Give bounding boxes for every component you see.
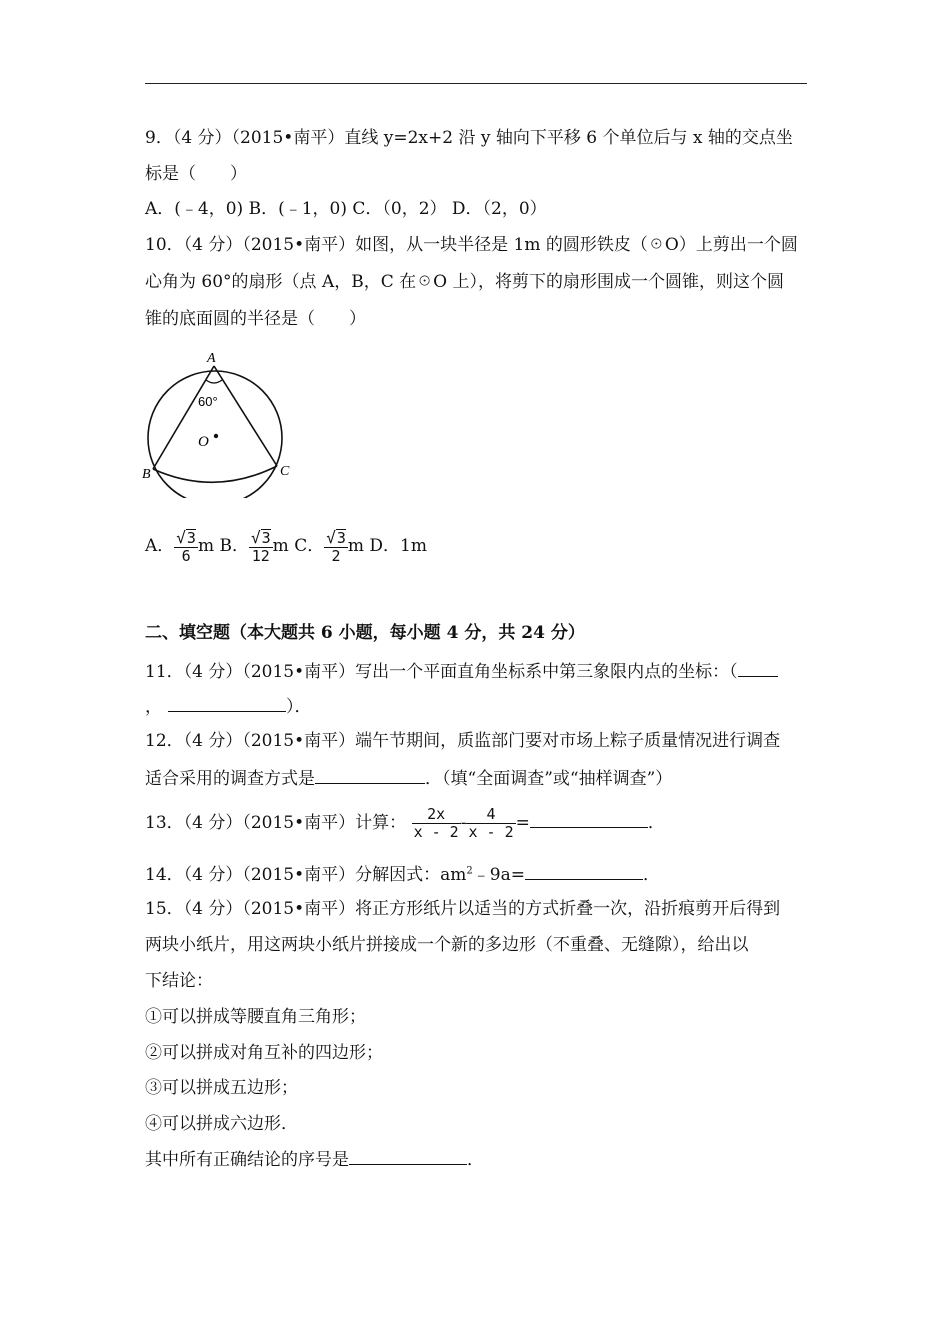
option-c-unit: m [347,536,364,556]
q13-frac2-denominator: x - 2 [468,823,514,841]
q14-answer-blank[interactable] [525,861,643,880]
header-rule [145,83,807,84]
q11-text: 11．（4 分）（2015•南平）写出一个平面直角坐标系中第三象限内点的坐标：（ [145,662,738,682]
q9-options: A．(﹣4，0) B．(﹣1，0) C．（0，2） D．（2，0） [145,199,547,219]
q13-frac1-denominator: x - 2 [413,823,459,841]
q15-last-text: 其中所有正确结论的序号是 [145,1150,349,1170]
label-a: A [207,351,216,366]
q12-line2 [145,765,672,791]
segment-ab [153,366,214,469]
q15-item2: ②可以拼成对角互补的四边形； [145,1043,383,1063]
option-c-fraction: $\frac{√3}{2}$ [326,527,346,565]
q15-last [145,1146,484,1172]
option-a-denominator: 6 [181,546,191,565]
q14-end: ． [642,865,660,885]
q10-line2: 心角为 60°的扇形（点 A，B，C 在☉O 上），将剪下的扇形围成一个圆锥，则这个圆 [145,272,784,292]
option-b-fraction: $\frac{√3}{12}$ [250,527,271,565]
q11-answer-blank-y[interactable] [168,693,286,712]
q12-text: 适合采用的调查方式是 [145,769,315,789]
q10-circle-figure [140,350,300,498]
q15-end: ． [467,1150,484,1170]
q10-options [145,528,427,565]
q14-text: 14．（4 分）（2015•南平）分解因式：am [145,865,467,885]
option-a-fraction: $\frac{√3}{6}$ [176,527,196,565]
option-a-unit: m [197,536,215,556]
q11-end: ）． [286,697,312,717]
q13-frac2-numerator: 4 [466,806,515,824]
center-dot [214,434,218,438]
q13-end: ． [647,813,665,833]
arc-bc [153,466,277,482]
option-c-denominator: 2 [331,546,341,565]
q15-line3: 下结论： [145,971,213,991]
q11-line1 [145,658,778,684]
q15-answer-blank[interactable] [349,1146,467,1165]
q13-line [145,803,665,843]
q9-line1: 9．（4 分）（2015•南平）直线 y=2x+2 沿 y 轴向下平移 6 个单位后与 x 轴的交点坐 [145,128,793,148]
q9-line2: 标是（ ） [145,164,247,184]
q14-rest: ﹣9a= [472,865,525,885]
q15-item3: ③可以拼成五边形； [145,1078,298,1098]
q15-item4: ④可以拼成六边形． [145,1114,298,1134]
label-c: C [280,464,290,479]
q13-frac1-numerator: 2x [412,806,461,824]
q14-exponent: 2 [466,865,473,877]
q10-line3: 锥的底面圆的半径是（ ） [145,309,366,329]
q11-comma: ， [145,697,162,717]
label-b: B [142,467,151,482]
q12-answer-blank[interactable] [315,765,425,784]
q12-end: ．（填“全面调查”或“抽样调查”） [425,769,673,789]
q13-answer-blank[interactable] [530,809,648,828]
option-a-label: A． [145,536,175,556]
q15-line2: 两块小纸片，用这两块小纸片拼接成一个新的多边形（不重叠、无缝隙），给出以 [145,935,749,955]
q13-fraction-1 [412,806,461,841]
option-b-denominator: 12 [251,546,270,565]
option-a-radicand: 3 [186,528,196,547]
option-b-radicand: 3 [261,528,271,547]
option-d: D．1m [369,536,427,556]
label-o: O [198,434,209,450]
q11-line2 [145,693,312,719]
angle-arc [206,380,222,383]
q13-minus: - [460,813,467,833]
q15-item1: ①可以拼成等腰直角三角形； [145,1007,366,1027]
q15-line1: 15．（4 分）（2015•南平）将正方形纸片以适当的方式折叠一次，沿折痕剪开后得到 [145,899,781,919]
q11-answer-blank-x[interactable] [738,658,778,677]
q13-text: 13．（4 分）（2015•南平）计算： [145,813,407,833]
q10-line1: 10．（4 分）（2015•南平）如图，从一块半径是 1m 的圆形铁皮（☉O）上剪出一个圆 [145,235,798,255]
segment-ac [214,366,277,466]
option-b-label: B． [219,536,249,556]
q13-fraction-2 [466,806,515,841]
option-c-radicand: 3 [336,528,346,547]
label-angle: 60° [198,394,218,409]
option-c-label: C． [294,536,325,556]
option-b-unit: m [272,536,289,556]
section2-heading: 二、填空题（本大题共 6 小题，每小题 4 分，共 24 分） [145,623,585,643]
q14-line [145,861,660,887]
q13-equals: = [515,813,530,833]
q12-line1: 12．（4 分）（2015•南平）端午节期间，质监部门要对市场上粽子质量情况进行调查 [145,731,781,751]
